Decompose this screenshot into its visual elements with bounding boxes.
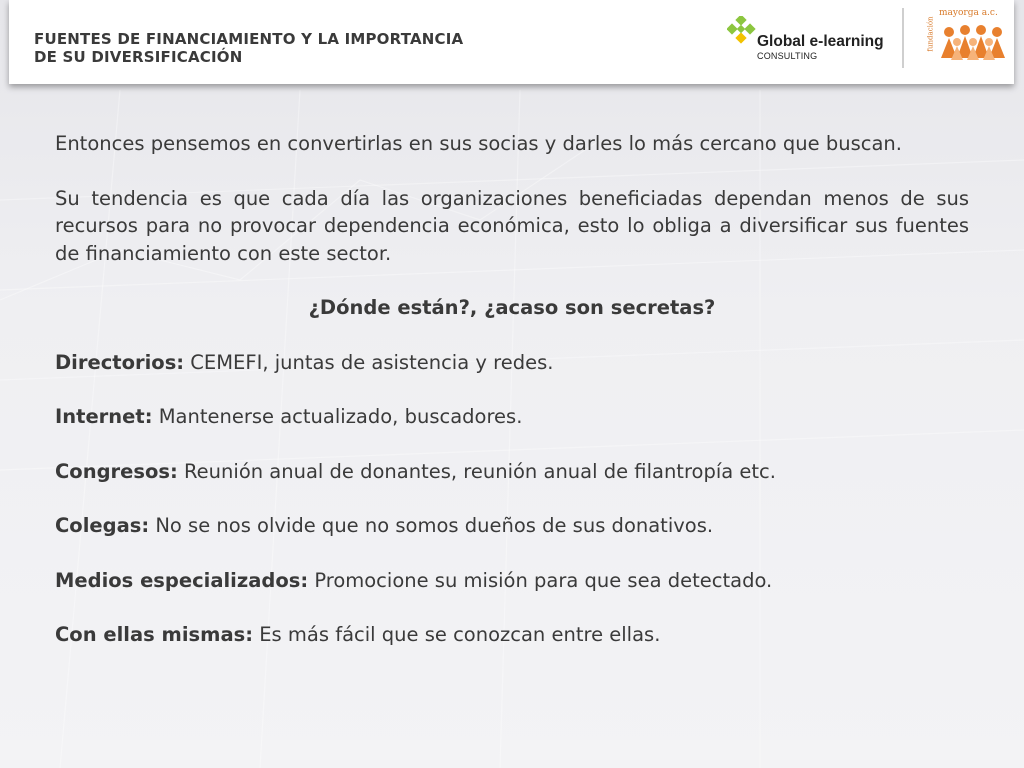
logo-global-sub: CONSULTING — [757, 51, 818, 61]
item-text: No se nos olvide que no somos dueños de sus donativos. — [149, 514, 714, 537]
list-item — [55, 567, 969, 595]
list-item — [55, 512, 969, 540]
item-label: Internet: — [55, 405, 153, 428]
paragraph-tendency: Su tendencia es que cada día las organizaciones beneficiadas dependan menos de sus recursos para no provocar dependencia económica, esto lo obliga a diversificar sus fuentes de financiamiento con este sector. — [55, 186, 969, 265]
page-title — [34, 30, 463, 66]
item-text: Reunión anual de donantes, reunión anual de filantropía etc. — [177, 459, 776, 483]
page-title-line1: FUENTES DE FINANCIAMIENTO Y LA IMPORTANCIA — [34, 30, 464, 48]
logo-fund-vertical: fundación — [926, 16, 935, 52]
people-icon — [941, 20, 1007, 62]
item-label: Con ellas mismas: — [55, 623, 254, 646]
item-text: Mantenerse actualizado, buscadores. — [152, 405, 523, 428]
list-item — [55, 621, 969, 649]
paragraph-intro: Entonces pensemos en convertirlas en sus socias y darles lo más cercano que buscan. — [55, 132, 902, 155]
item-label: Congresos: — [55, 459, 178, 483]
list-item — [55, 349, 969, 377]
header-bar — [9, 0, 1014, 84]
list-item — [55, 458, 969, 486]
question-heading: ¿Dónde están?, ¿acaso son secretas? — [308, 296, 716, 319]
item-text: Es más fácil que se conozcan entre ellas. — [253, 623, 661, 646]
slide-content — [55, 130, 969, 649]
list-item — [55, 403, 969, 431]
logo-global-name: Global e-learning — [757, 33, 884, 50]
logo-divider — [902, 8, 904, 68]
item-label: Medios especializados: — [55, 568, 309, 592]
item-label: Directorios: — [55, 350, 185, 374]
item-text: CEMEFI, juntas de asistencia y redes. — [184, 350, 554, 374]
logo-fund-name: mayorga a.c. — [939, 8, 998, 18]
item-text: Promocione su misión para que sea detectado. — [308, 568, 773, 592]
clover-icon — [727, 16, 757, 46]
fundacion-mayorga-logo — [926, 6, 1009, 68]
global-elearning-logo — [727, 16, 907, 66]
page-title-line2: DE SU DIVERSIFICACIÓN — [34, 48, 243, 66]
item-label: Colegas: — [55, 514, 150, 537]
